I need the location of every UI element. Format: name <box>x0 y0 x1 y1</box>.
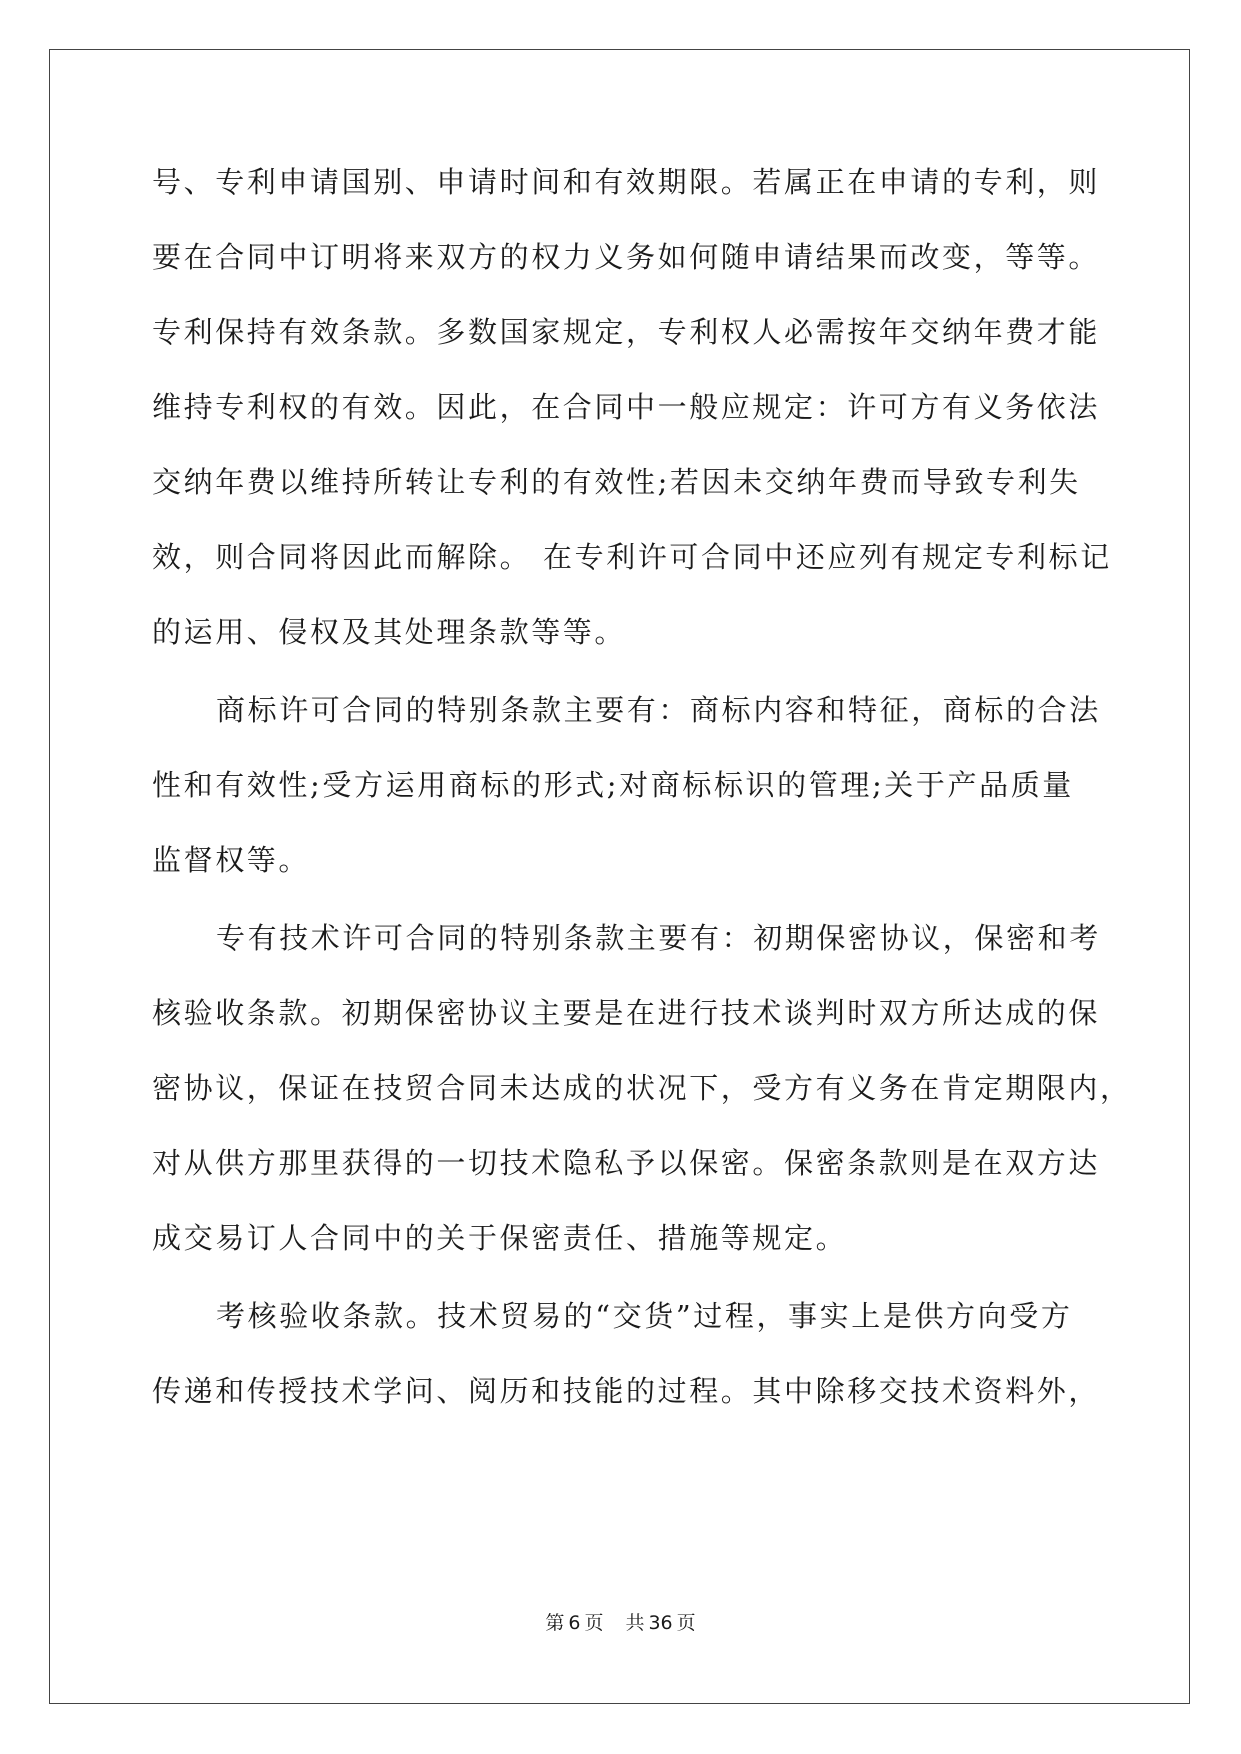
paragraph-first-line: 考核验收条款。技术贸易的“交货”过程，事实上是供方向受方 <box>216 1299 1073 1333</box>
text-line: 成交易订人合同中的关于保密责任、措施等规定。 <box>152 1221 848 1255</box>
total-pages: 36 <box>648 1612 673 1634</box>
total-suffix: 页 <box>676 1612 696 1634</box>
text-line: 性和有效性;受方运用商标的形式;对商标标识的管理;关于产品质量 <box>152 768 1074 802</box>
page-footer <box>0 1608 1241 1635</box>
text-line: 专利保持有效条款。多数国家规定，专利权人必需按年交纳年费才能 <box>152 315 1101 349</box>
text-line: 交纳年费以维持所转让专利的有效性;若因未交纳年费而导致专利失 <box>152 465 1081 499</box>
text-line: 的运用、侵权及其处理条款等等。 <box>152 615 627 649</box>
text-line: 对从供方那里获得的一切技术隐私予以保密。保密条款则是在双方达 <box>152 1146 1101 1180</box>
text-line: 要在合同中订明将来双方的权力义务如何随申请结果而改变，等等。 <box>152 240 1101 274</box>
text-line: 维持专利权的有效。因此，在合同中一般应规定：许可方有义务依法 <box>152 390 1101 424</box>
text-line: 监督权等。 <box>152 843 311 877</box>
page-prefix: 第 <box>545 1612 565 1634</box>
paragraph-first-line: 商标许可合同的特别条款主要有：商标内容和特征，商标的合法 <box>216 693 1101 727</box>
text-line: 号、专利申请国别、申请时间和有效期限。若属正在申请的专利，则 <box>152 165 1101 199</box>
paragraph-first-line: 专有技术许可合同的特别条款主要有：初期保密协议，保密和考 <box>216 921 1101 955</box>
total-prefix: 共 <box>625 1612 645 1634</box>
page-suffix: 页 <box>584 1612 604 1634</box>
text-line: 效，则合同将因此而解除。 在专利许可合同中还应列有规定专利标记 <box>152 540 1112 574</box>
text-line: 传递和传授技术学问、阅历和技能的过程。其中除移交技术资料外， <box>152 1374 1101 1408</box>
text-line: 核验收条款。初期保密协议主要是在进行技术谈判时双方所达成的保 <box>152 996 1101 1030</box>
page-number: 6 <box>568 1612 581 1634</box>
text-line: 密协议，保证在技贸合同未达成的状况下，受方有义务在肯定期限内， <box>152 1071 1132 1105</box>
